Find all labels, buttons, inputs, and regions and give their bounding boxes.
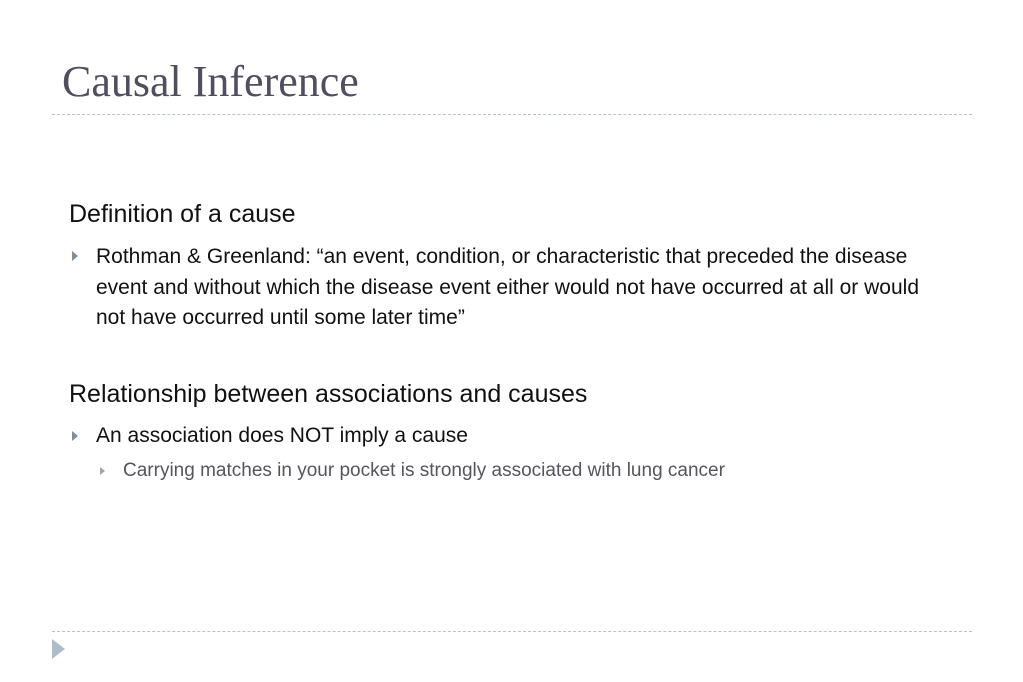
bullet-text: Rothman & Greenland: “an event, condition, or characteristic that preceded the disease event and without which the disease event either would not have occurred at all or would not have occurred until some later time” [96,245,919,329]
section-heading-definition: Definition of a cause [69,200,296,228]
play-arrow-icon[interactable] [52,639,65,659]
footer-divider [52,631,972,632]
slide-title: Causal Inference [62,57,359,106]
bullet-triangle-icon [72,251,78,261]
bullet-triangle-icon [72,431,78,441]
bullet-text: An association does NOT imply a cause [96,424,468,447]
title-divider [52,114,972,115]
sub-bullet-item-matches [100,458,960,484]
bullet-item-association [72,422,952,450]
section-heading-relationship: Relationship between associations and causes [69,380,588,408]
sub-bullet-triangle-icon [100,467,105,475]
bullet-item-definition [72,242,952,334]
sub-bullet-text: Carrying matches in your pocket is strongly associated with lung cancer [123,460,725,481]
